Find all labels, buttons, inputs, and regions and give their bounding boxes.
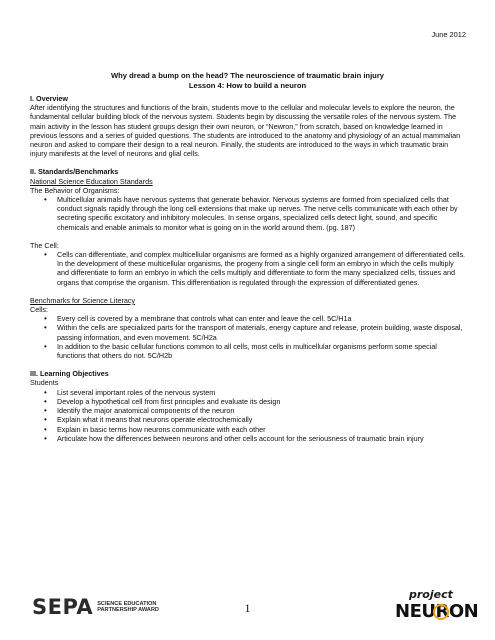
logo-ring-icon (433, 604, 449, 620)
sepa-logo-subtitle: SCIENCE EDUCATION PARTNERSHIP AWARD (97, 600, 159, 613)
list-item: • Every cell is covered by a membrane that controls what can enter and leave the cell. 5C/H1a (57, 314, 467, 323)
document-body (30, 94, 467, 443)
logo-project-text: project (409, 588, 453, 601)
list-item: • Develop a hypothetical cell from first principles and evaluate its design (57, 397, 467, 406)
nses-title: National Science Education Standards (30, 176, 153, 186)
list-item: • Cells can differentiate, and complex multicellular organisms are formed as a highly organized arrangement of differentiated cells. In the development of these multicellular organisms, the progeny from a single cell form an embryo in which the cells multiply and differentiate to form an embryo in which the cells multiply and differentiate to form the many specialized cells, tissues and organs that comprise the organism. This differentiation is regulated through the expression of differentiated genes. (57, 250, 467, 287)
list-item: • Explain what it means that neurons operate electrochemically (57, 415, 467, 424)
overview-heading: I. Overview (30, 94, 68, 103)
list-item: • Multicellular animals have nervous systems that generate behavior. Nervous systems are formed from specialized cells that conduct signals rapidly through the long cell extensions that make up nerves. The nerve cells communicate with each other by secreting specific excitatory and inhibitory molecules. In sense organs, specialized cells detect light, sound, and specific chemicals and enable animals to monitor what is going on in the world around them. (pg. 187) (57, 195, 467, 232)
objectives-heading: III. Learning Objectives (30, 369, 109, 379)
cell-label: The Cell: (30, 240, 59, 250)
benchmarks-title: Benchmarks for Science Literacy (30, 295, 136, 305)
project-neuron-logo (395, 588, 479, 626)
organisms-list (30, 195, 467, 232)
overview-text: After identifying the structures and functions of the brain, students move to the cellular and molecular levels to explore the neuron, the fundamental cellular building block of the nervous system. Students begin by discussing the versatile roles of the nervous system. The main activity in the lesson has student groups design their own neuron, or “Newron,” from scratch, based on knowledge learned in previous lessons and a series of guided questions. The students are introduced to the anatomy and physiology of an actual mammalian neuron and asked to compare their design to a real neuron. Finally, the students are introduced to the ways in which traumatic brain injury manifests at the level of neurons and glial cells. (30, 103, 461, 159)
list-item: • In addition to the basic cellular functions common to all cells, most cells in multicellular organisms perform some special functions that others do not. 5C/H2b (57, 342, 467, 360)
list-item: • Explain in basic terms how neurons communicate with each other (57, 425, 467, 434)
cells-label: Cells: (30, 305, 48, 315)
sepa-logo-word: SEPA (32, 595, 94, 619)
page-footer (0, 590, 495, 630)
cells-list (30, 314, 467, 360)
title-line-1: Why dread a bump on the head? The neuroscience of traumatic brain injury (111, 71, 384, 80)
title-line-2: Lesson 4: How to build a neuron (188, 81, 307, 90)
list-item: • Identify the major anatomical components of the neuron (57, 406, 467, 415)
document-date: June 2012 (431, 30, 466, 39)
list-item: • List several important roles of the nervous system (57, 388, 467, 397)
objectives-list (30, 388, 467, 443)
cell-list (30, 250, 467, 287)
logo-neuron-text: NEURON (395, 601, 479, 622)
list-item: • Within the cells are specialized parts for the transport of materials, energy capture and release, protein building, waste disposal, passing information, and even movement. 5C/H2a (57, 323, 467, 341)
page-number: 1 (244, 601, 251, 615)
list-item: • Articulate how the differences between neurons and other cells account for the seriousness of traumatic brain injury (57, 434, 467, 443)
organisms-label: The Behavior of Organisms: (30, 185, 120, 195)
standards-heading: II. Standards/Benchmarks (30, 167, 119, 177)
objectives-label: Students (30, 378, 59, 388)
document-title (30, 71, 465, 91)
